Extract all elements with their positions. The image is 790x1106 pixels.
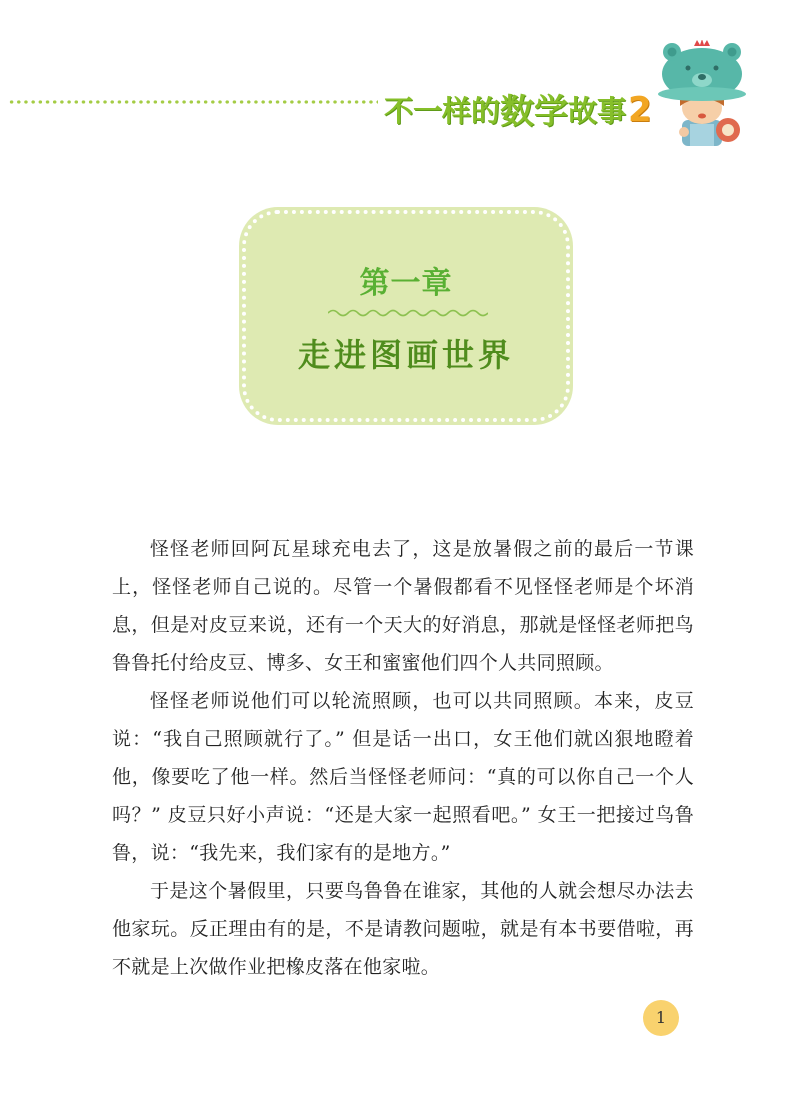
paragraph: 怪怪老师说他们可以轮流照顾，也可以共同照顾。本来，皮豆说：“我自己照顾就行了。” 但是话一出口，女王他们就凶狠地瞪着他，像要吃了他一样。然后当怪怪老师问：“真的可以你自己一个人吗？” 皮豆只好小声说：“还是大家一起照看吧。” 女王一把接过鸟鲁鲁，说：“我先来，我们家有的是地方。” [112,690,694,864]
chapter-title: 走进图画世界 [297,336,514,374]
page-number: 1 [643,1000,679,1036]
chapter-heading-box [242,210,570,422]
paragraph: 怪怪老师回阿瓦星球充电去了，这是放暑假之前的最后一节课上，怪怪老师自己说的。尽管一个暑假都看不见怪怪老师是个坏消息，但是对皮豆来说，还有一个天大的好消息，那就是怪怪老师把鸟鲁鲁托付给皮豆、博多、女王和蜜蜜他们四个人共同照顾。 [112,538,694,674]
chapter-label: 第一章 [359,266,453,301]
body-text [112,530,694,986]
series-title-part1: 不一样的 [384,94,501,128]
series-title-part2: 数学 [500,92,569,132]
paragraph: 于是这个暑假里，只要鸟鲁鲁在谁家，其他的人就会想尽办法去他家玩。反正理由有的是，不是请教问题啦，就是有本书要借啦，再不就是上次做作业把橡皮落在他家啦。 [112,880,694,978]
wavy-divider [328,308,488,318]
bear-hat-child-icon [652,40,752,146]
series-title [384,82,652,131]
series-number: 2 [628,90,652,130]
series-title-part3: 故事 [568,94,627,128]
header-dotted-line [8,99,378,105]
